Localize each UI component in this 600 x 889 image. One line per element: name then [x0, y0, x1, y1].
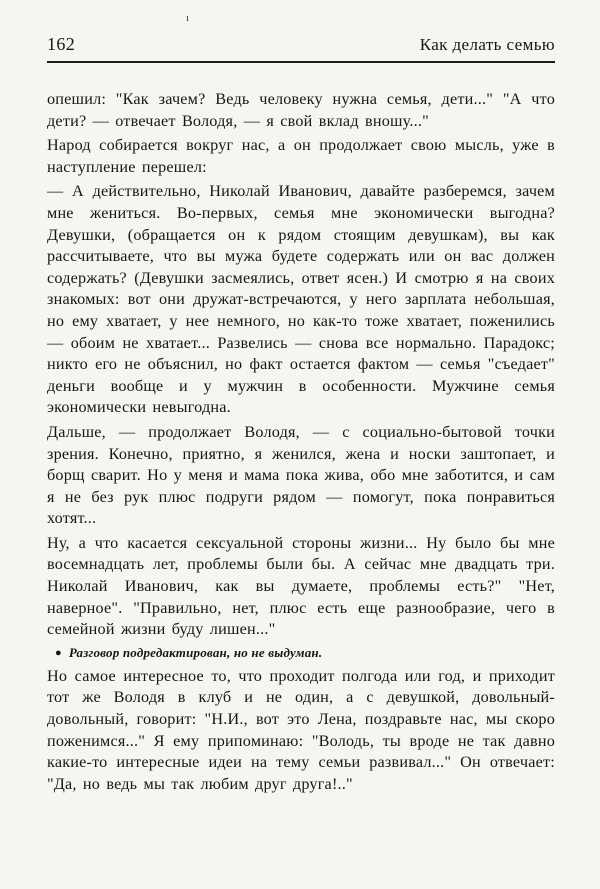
scan-artifact-mark: ı [186, 12, 190, 24]
page-body-text [47, 89, 555, 795]
header-rule [47, 61, 555, 63]
bullet-icon: ● [55, 646, 62, 659]
paragraph: — А действительно, Николай Иванович, давайте разберемся, зачем мне жениться. Во-первых, семья мне экономически выгодна? Девушки, (обращается он к рядом стоящим девушкам), вы как рассчитываете, что вы мужа будете содержать или он вас должен содержать? (Девушки засмеялись, ответ ясен.) И смотрю я на своих знакомых: вот они дружат-встречаются, у него зарплата небольшая, но ему хватает, у нее немного, но как-то тоже хватает, поженились — обоим не хватает... Развелись — снова все нормально. Парадокс; никто его не объяснил, но факт остается фактом — семья "съедает" деньги вообще и у мужчин в особенности. Мужчине семья экономически невыгодна. [47, 182, 555, 417]
paragraph: Дальше, — продолжает Володя, — с социально-бытовой точки зрения. Конечно, приятно, я женился, жена и носки заштопает, и борщ сварит. Но у меня и мама пока жива, обо мне заботится, и сам я не без рук плюс подруги рядом — помогут, пока понравиться хотят... [47, 422, 555, 528]
editorial-footnote [55, 645, 555, 661]
paragraph: Ну, а что касается сексуальной стороны жизни... Ну было бы мне восемнадцать лет, проблемы были бы. А сейчас мне двадцать три. Николай Иванович, как вы думаете, проблемы есть?" "Нет, наверное". "Правильно, нет, плюс есть еще разнообразие, чего в семейной жизни буду лишен..." [47, 533, 555, 639]
page-number: 162 [47, 34, 76, 54]
paragraph: опешил: "Как зачем? Ведь человеку нужна семья, дети..." "А что дети? — отвечает Володя, — я свой вклад вношу..." [47, 90, 555, 130]
running-head [47, 34, 555, 55]
footnote-text: Разговор подредактирован, но не выдуман. [68, 644, 323, 660]
paragraph: Но самое интересное то, что проходит полгода или год, и приходит тот же Володя в клуб и не один, а с девушкой, довольный-довольный, говорит: "Н.И., вот это Лена, поздравьте нас, мы скоро поженимся..." Я ему припоминаю: "Володь, ты вроде не так давно какие-то интересные идеи на тему семьи развивал..." Он отвечает: "Да, но ведь мы так любим друг друга!.." [47, 666, 555, 793]
paragraph: Народ собирается вокруг нас, а он продолжает свою мысль, уже в наступление перешел: [47, 136, 555, 176]
running-title: Как делать семью [419, 35, 555, 54]
